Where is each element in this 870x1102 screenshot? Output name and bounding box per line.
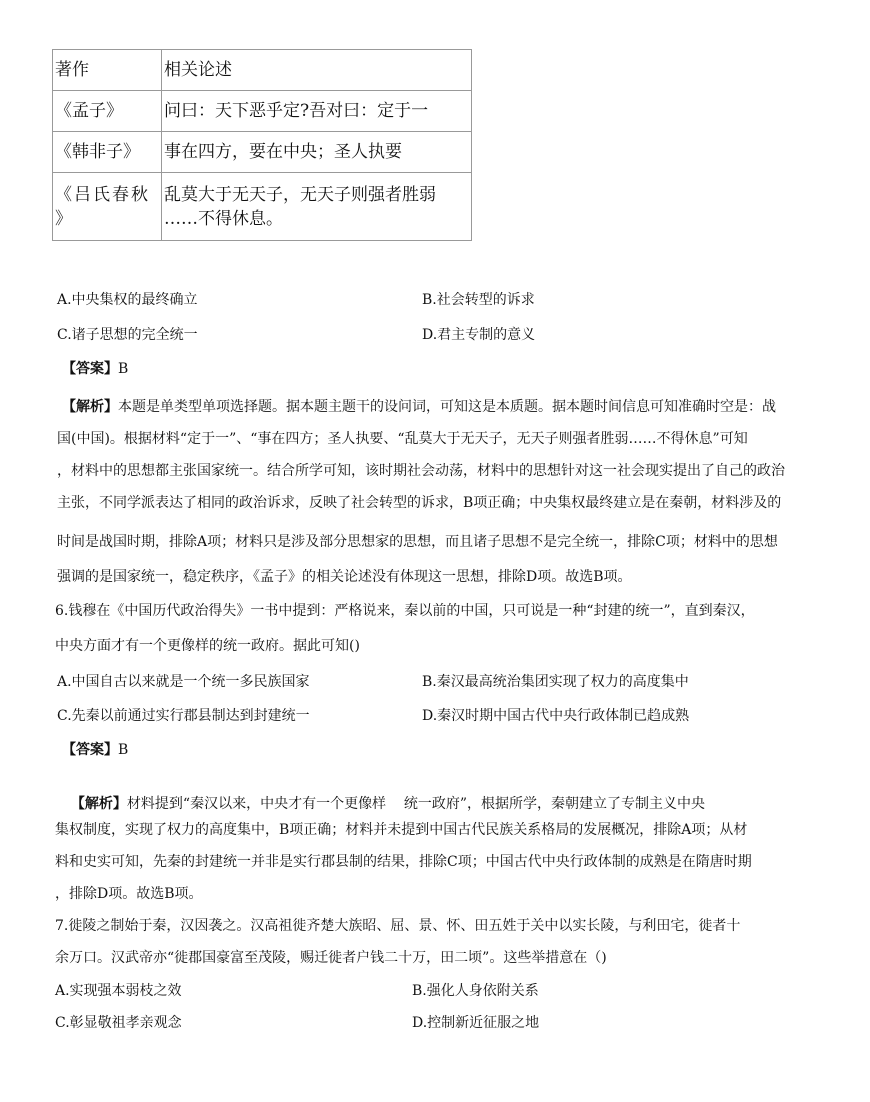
q7-option-b[interactable]: B.强化人身依附关系 [412, 983, 539, 999]
table-cell-statement: 问曰：天下恶乎定?吾对曰：定于一 [162, 91, 472, 132]
table-cell-work-line: 《吕氏春秋 [55, 184, 150, 205]
q5-option-a[interactable]: A.中央集权的最终确立 [57, 292, 198, 308]
q5-option-c[interactable]: C.诸子思想的完全统一 [57, 327, 198, 343]
source-table [52, 49, 472, 241]
q7-stem-line: 余万口。汉武帝亦“徙郡国豪富至茂陵，赐迁徙者户钱二十万，田二顷”。这些举措意在（) [55, 950, 607, 966]
answer-value: B [118, 361, 129, 377]
table-cell-work: 《韩非子》 [53, 132, 162, 173]
table-header-statement: 相关论述 [162, 50, 472, 91]
table-header-work: 著作 [53, 50, 162, 91]
table-cell-statement-line: ……不得休息。 [164, 208, 283, 229]
answer-value: B [118, 742, 129, 758]
q5-analysis-line: 主张，不同学派表达了相同的政治诉求，反映了社会转型的诉求，B项正确；中央集权最终建立是在秦朝，材料涉及的 [57, 495, 782, 511]
table-cell-work [53, 173, 162, 241]
q6-analysis-line: 【解析】材料提到“秦汉以来，中央才有一个更像样 统一政府”，根据所学，秦朝建立了专制主义中央 [70, 796, 706, 812]
q7-option-a[interactable]: A.实现强本弱枝之效 [55, 983, 182, 999]
table-cell-work: 《孟子》 [53, 91, 162, 132]
q7-option-d[interactable]: D.控制新近征服之地 [412, 1015, 540, 1031]
table-row [53, 91, 472, 132]
q5-analysis-line: 强调的是国家统一，稳定秩序，《孟子》的相关论述没有体现这一思想，排除D项。故选B项。 [57, 569, 632, 585]
q6-option-c[interactable]: C.先秦以前通过实行郡县制达到封建统一 [57, 708, 310, 724]
table-cell-statement: 事在四方，要在中央；圣人执要 [162, 132, 472, 173]
q6-analysis-line: 集权制度，实现了权力的高度集中，B项正确；材料并未提到中国古代民族关系格局的发展概况，排除A项；从材 [55, 822, 748, 838]
table-row [53, 173, 472, 241]
answer-label: 【答案】 [62, 742, 118, 758]
answer-label: 【答案】 [62, 361, 118, 377]
q5-option-d[interactable]: D.君主专制的意义 [422, 327, 536, 343]
q7-option-c[interactable]: C.彰显敬祖孝亲观念 [55, 1015, 182, 1031]
q5-option-b[interactable]: B.社会转型的诉求 [422, 292, 535, 308]
q6-option-d[interactable]: D.秦汉时期中国古代中央行政体制已趋成熟 [422, 708, 690, 724]
q6-stem-line: 6.钱穆在《中国历代政治得失》一书中提到：严格说来，秦以前的中国，只可说是一种“封建的统一”，直到秦汉， [55, 603, 755, 619]
analysis-label: 【解析】 [70, 796, 127, 812]
analysis-label: 【解析】 [62, 399, 118, 415]
q6-option-b[interactable]: B.秦汉最高统治集团实现了权力的高度集中 [422, 674, 689, 690]
table-header-row [53, 50, 472, 91]
q7-stem-line: 7.徙陵之制始于秦，汉因袭之。汉高祖徙齐楚大族昭、屈、景、怀、田五姓于关中以实长陵，与利田宅，徙者十 [55, 918, 741, 934]
q5-analysis-line: 国(中国)。根据材料“定于一”、“事在四方；圣人执要、“乱莫大于无天子，无天子则强者胜弱……不得休息”可知 [57, 431, 748, 447]
q5-analysis-line: 【解析】本题是单类型单项选择题。据本题主题干的设问词，可知这是本质题。据本题时间信息可知准确时空是：战 [62, 399, 776, 415]
q6-option-a[interactable]: A.中国自古以来就是一个统一多民族国家 [57, 674, 310, 690]
q5-answer [62, 359, 128, 379]
q5-analysis-line: 时间是战国时期，排除A项；材料只是涉及部分思想家的思想，而且诸子思想不是完全统一，排除C项；材料中的思想 [57, 534, 778, 550]
q5-analysis-line: ，材料中的思想都主张国家统一。结合所学可知，该时期社会动荡，材料中的思想针对这一社会现实提出了自己的政治 [57, 463, 785, 479]
q6-analysis-line: 料和史实可知，先秦的封建统一并非是实行郡县制的结果，排除C项；中国古代中央行政体制的成熟是在隋唐时期 [55, 854, 752, 870]
table-cell-statement-line: 乱莫大于无天子，无天子则强者胜弱 [164, 184, 436, 205]
q6-stem-line: 中央方面才有一个更像样的统一政府。据此可知() [55, 638, 360, 654]
table-cell-work-line: 》 [55, 208, 72, 229]
table-cell-statement [162, 173, 472, 241]
q6-answer [62, 740, 128, 760]
table-row [53, 132, 472, 173]
q6-analysis-line: ，排除D项。故选B项。 [55, 886, 203, 902]
